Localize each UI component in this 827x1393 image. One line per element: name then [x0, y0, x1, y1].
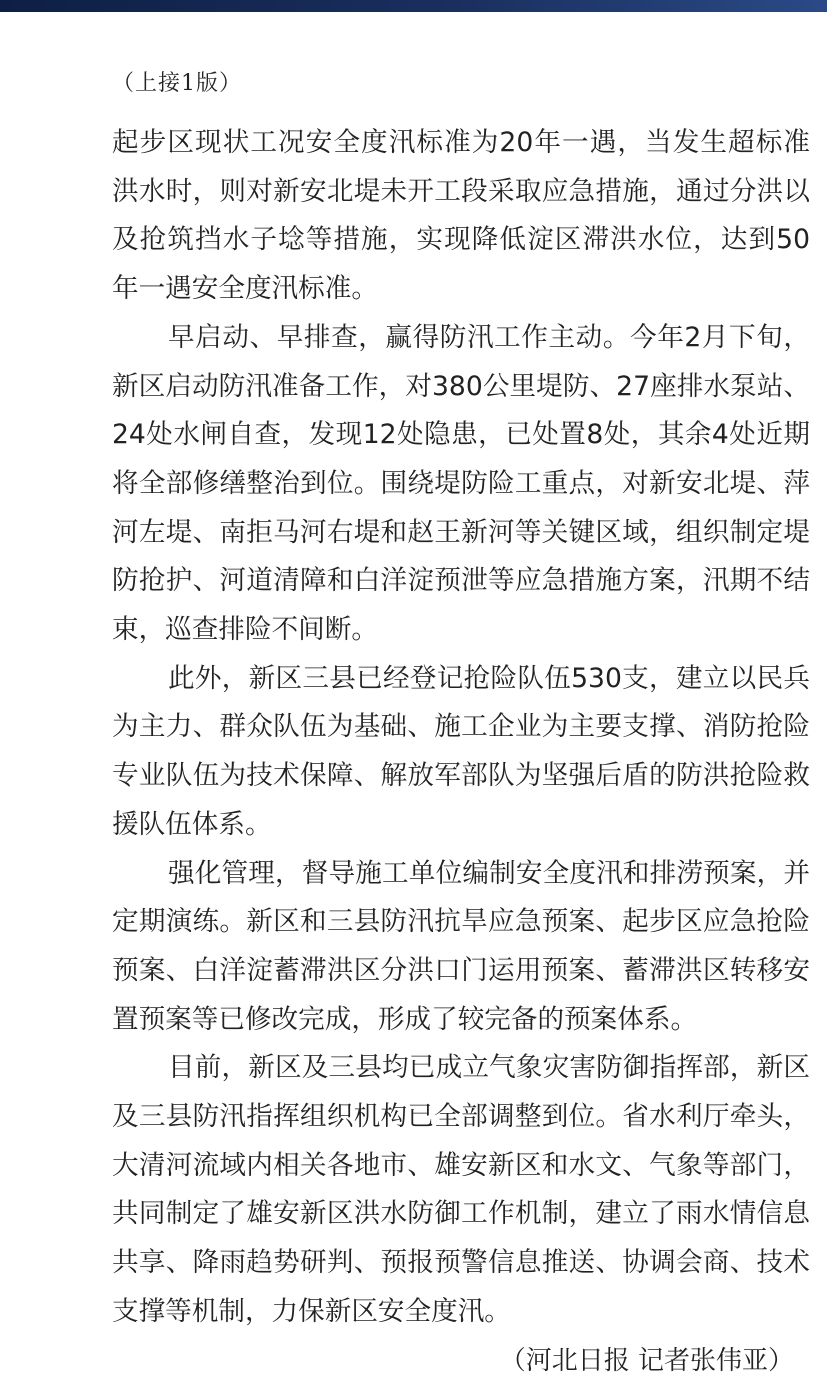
- continued-from-note: （上接1版）: [112, 71, 242, 96]
- article-paragraph: 起步区现状工况安全度汛标准为20年一遇，当发生超标准洪水时，则对新安北堤未开工段采取应急措施，通过分洪以及抢筑挡水子埝等措施，实现降低淀区滞洪水位，达到50年一遇安全度汛标准。: [112, 127, 810, 305]
- article-paragraph: 强化管理，督导施工单位编制安全度汛和排涝预案，并定期演练。新区和三县防汛抗旱应急预案、起步区应急抢险预案、白洋淀蓄滞洪区分洪口门运用预案、蓄滞洪区转移安置预案等已修改完成，形成了较完备的预案体系。: [112, 857, 810, 1035]
- article-byline: （河北日报 记者张伟亚）: [499, 1345, 794, 1376]
- top-banner-bar: [0, 0, 827, 12]
- article-paragraph: 目前，新区及三县均已成立气象灾害防御指挥部，新区及三县防汛指挥组织机构已全部调整到位。省水利厅牵头，大清河流域内相关各地市、雄安新区和水文、气象等部门，共同制定了雄安新区洪水防御工作机制，建立了雨水情信息共享、降雨趋势研判、预报预警信息推送、协调会商、技术支撑等机制，力保新区安全度汛。: [112, 1052, 810, 1327]
- article-body: [112, 60, 810, 1385]
- article-paragraph: 早启动、早排查，赢得防汛工作主动。今年2月下旬，新区启动防汛准备工作，对380公里堤防、27座排水泵站、24处水闸自查，发现12处隐患，已处置8处，其余4处近期将全部修缮整治到位。围绕堤防险工重点，对新安北堤、萍河左堤、南拒马河右堤和赵王新河等关键区域，组织制定堤防抢护、河道清障和白洋淀预泄等应急措施方案，汛期不结束，巡查排险不间断。: [112, 321, 810, 646]
- article-paragraph: 此外，新区三县已经登记抢险队伍530支，建立以民兵为主力、群众队伍为基础、施工企业为主要支撑、消防抢险专业队伍为技术保障、解放军部队为坚强后盾的防洪抢险救援队伍体系。: [112, 662, 810, 840]
